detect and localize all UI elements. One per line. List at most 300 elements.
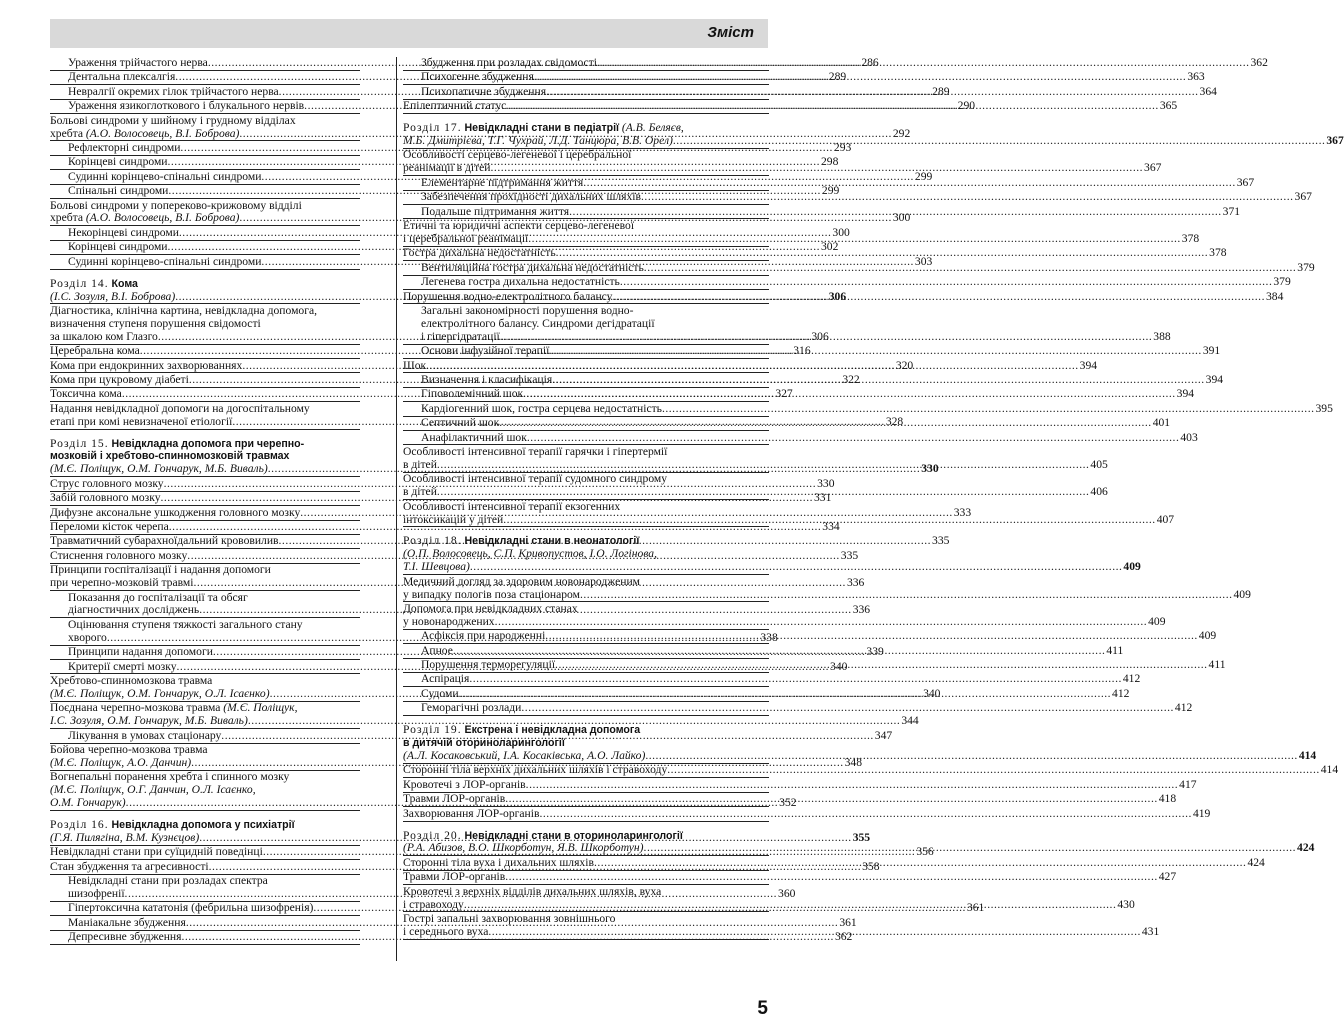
page-ref: 394 [1205,372,1224,386]
entry-title [50,535,279,548]
dot-leader [539,808,1192,821]
entry-text: Кома при ендокринних захворюваннях [50,358,243,372]
page-ref: 306 [811,329,829,343]
entry-text: Травми ЛОР-органів [403,870,506,884]
entry-text: Основи інфузійної терапії [421,344,550,358]
section-authors: Т.І. Шевцова) [403,560,470,574]
entry-text: Епілептичний статус [403,99,507,113]
entry-text: Асфіксія при народженні [421,629,546,643]
entry-title [421,702,521,715]
section-heading-line [50,278,360,291]
entry-title [68,730,221,743]
entry-text: Особливості інтенсивної терапії гарячки і гіпертермії [403,444,668,458]
page-ref: 411 [1106,643,1124,657]
page-ref: 403 [1180,430,1198,444]
entry-title [403,360,426,373]
entry-text: Больові синдроми у шийному і грудному відділах [50,113,296,127]
entry-title [50,388,122,401]
entry-title [50,507,300,520]
entry-title [68,661,177,674]
entry-title [421,206,569,219]
entry-title [421,331,500,344]
entry-authors: (А.О. Волосовець, В.І. Боброва) [83,211,240,225]
toc-entry [403,629,1217,644]
section-label: Розділ 20. [403,828,462,842]
dot-leader [555,659,1208,672]
entry-text: хребта [50,126,83,140]
page-ref: 424 [1247,855,1265,869]
page-ref: 364 [1199,84,1217,98]
toc-entry [403,672,1141,687]
page-ref: 378 [1209,246,1227,260]
dot-leader [491,162,1144,175]
entry-text: Гострі запальні захворювання зовнішнього [403,911,616,925]
dot-leader [549,345,1202,358]
entry-text: Церебральна кома [50,344,140,358]
entry-title [68,227,179,240]
entry-text: Дифузне аксональне ушкодження головного мозку [50,505,301,519]
page-ref: 340 [830,659,848,673]
section-label: Розділ 17. [403,121,462,135]
page-number: 5 [757,998,768,1019]
dot-leader [488,926,1141,939]
entry-text: Сторонні тіла вуха і дихальних шляхів [403,855,594,869]
section-authors: (Г.Я. Пилягіна, В.М. Кузнєцов) [50,830,200,844]
entry-title [68,931,181,944]
entry-title [421,659,555,672]
entry-title [68,241,168,254]
page-ref: 409 [1198,629,1217,643]
page-ref: 327 [775,387,793,401]
dot-leader [612,291,1265,304]
entry-text: Невідкладні стани при суїцидній поведінці [50,845,263,859]
page-ref: 379 [1273,275,1291,289]
entry-title [50,715,248,728]
entry-text: Гостра дихальна недостатність [403,246,556,260]
entry-text: Гіпертоксична кататонія (фебрильна шизофренія) [68,901,314,915]
page-ref: 336 [852,603,871,617]
section-title: Невідкладні стани в неонатології [464,535,640,548]
entry-title [421,262,644,275]
entry-text: Психопатичне збудження [421,84,547,98]
page-ref: 328 [885,414,904,428]
section-title-cont: в дитячій оториноларингології [403,737,565,750]
entry-text: Геморагічні розлади [421,701,522,715]
entry-title [50,492,161,505]
dot-leader [505,793,1158,806]
entry-title [50,861,209,874]
toc-entry [403,870,1177,885]
page-ref: 418 [1158,792,1177,806]
entry-title [50,374,189,387]
entry-title [50,331,158,344]
entry-title [421,688,459,701]
entry-title [68,171,261,184]
entry-text: Апное [421,643,453,657]
entry-text: у новонароджених [403,614,495,628]
entry-text: Вогнепальні поранення хребта і спинного мозку [50,770,290,784]
dot-leader [527,432,1180,445]
dot-leader [662,403,1315,416]
entry-text: етапі при комі невизначеної етіології [50,414,233,428]
entry-text: Особливості інтенсивної терапії судомного синдрому [403,472,668,486]
dot-leader [545,630,1198,643]
entry-text: Аспірація [421,672,470,686]
entry-text: Елементарне підтримання життя [421,175,584,189]
page-ref: 409 [1123,560,1141,574]
page-ref: 409 [1233,587,1251,601]
page-ref: 356 [916,845,934,859]
page-ref: 335 [932,534,950,548]
page-ref: 300 [892,211,911,225]
entry-text: Кровотечі з ЛОР-органів [403,777,526,791]
entry-title [68,142,180,155]
page-ref: 367 [1294,190,1312,204]
entry-title [403,162,491,175]
toc-entry [403,401,1333,417]
entry-text: Кома при цукровому діабеті [50,372,189,386]
entry-text: Рефлекторні синдроми [68,140,181,154]
entry-text: за шкалою ком Глазго [50,329,158,343]
entry-text: у випадку пологів поза стаціонаром [403,587,580,601]
page-ref: 388 [1153,329,1171,343]
page-ref: 361 [839,915,857,929]
entry-text: Бойова черепно-мозкова травма [50,743,208,756]
entry-title [421,417,499,430]
page-ref: 289 [828,70,847,84]
entry-title [68,646,213,659]
section-heading-line [403,724,769,737]
entry-text: Спінальні синдроми [68,184,169,198]
dot-leader [495,616,1148,629]
dot-leader [641,191,1294,204]
dot-leader [645,750,1298,763]
entry-text: Дентальна плексалгія [68,70,176,84]
entry-title [50,521,169,534]
dot-leader [437,459,1090,472]
page-ref: 412 [1112,686,1130,700]
page-ref: 367 [1236,175,1255,189]
entry-text: Загальні закономірності порушення водно- [421,303,634,317]
entry-title [50,550,187,563]
entry-title [421,432,527,445]
section-authors: (М.Є. Поліщук, О.М. Гончарук, М.Б. Виваль) [50,462,268,476]
entry-text: Збудження при розладах свідомості [421,56,597,69]
page-ref: 344 [901,714,919,728]
entry-text: Стиснення головного мозку [50,548,188,562]
entry-title [403,871,505,884]
page-ref: 409 [1148,614,1166,628]
toc-entry [403,614,1166,630]
entry-text: Септичний шок [421,416,500,430]
dot-leader [667,764,1320,777]
page-ref: 361 [966,901,985,915]
dot-leader [464,899,1117,912]
entry-title [50,688,270,701]
page-ref: 414 [1320,763,1339,777]
page-ref: 363 [1187,70,1205,84]
page-ref: 335 [840,548,859,562]
page-ref: 411 [1208,658,1226,672]
page-ref: 406 [1090,485,1108,499]
page-ref: 299 [821,184,840,198]
entry-title [421,86,546,99]
entry-text: Невідкладні стани при розладах спектра [68,874,268,888]
entry-title [421,276,620,289]
entry-text: Порушення терморегуляції [421,658,556,672]
page-ref: 431 [1141,924,1160,938]
toc-entry [50,714,919,729]
entry-title [68,100,304,113]
entry-text: Струс головного мозку [50,476,164,490]
entry-authors: (М.Є. Поліщук, А.О. Данчин) [50,755,192,769]
section-title: Невідкладні стани в педіатрії [464,122,620,135]
entry-text: Оцінювання ступеня тяжкості загального стану [68,617,303,631]
entry-text: при черепно-мозковій травмі [50,576,194,590]
dot-leader [499,414,1152,430]
section-label: Розділ 14. [50,276,109,290]
section-title: Екстрена і невідкладна допомога [464,724,641,737]
section-title: Невідкладна допомога у психіатрії [111,819,295,832]
entry-text: Корінцеві синдроми [68,155,168,169]
page-ref: 384 [1265,289,1284,303]
dot-leader [437,486,1090,499]
page-ref: 347 [874,728,893,742]
entry-text: Легенева гостра дихальна недостатність [421,275,620,289]
section-authors: (І.С. Зозуля, В.І. Боброва) [50,289,176,303]
toc-entry [403,430,1198,446]
entry-title [403,514,503,527]
section-label: Розділ 16. [50,818,109,832]
entry-title [68,57,208,70]
page-ref: 316 [793,344,811,358]
entry-text: Подальше підтримання життя [421,204,570,218]
page-title: Зміст [707,24,754,41]
dot-leader [556,247,1209,260]
page-ref: 367 [1144,161,1162,175]
entry-text: Гіповолемічний шок [421,387,524,401]
section-title: Невідкладна допомога при черепно- [111,437,305,450]
dot-leader [459,688,1112,701]
column-divider [396,57,397,961]
page-ref: 417 [1179,777,1197,791]
page-ref: 371 [1222,204,1241,218]
page-ref: 358 [862,859,880,873]
dot-leader [505,871,1158,884]
page-ref: 330 [921,462,939,476]
toc-entry [403,275,1291,290]
dot-leader [526,779,1179,792]
entry-title [403,857,594,870]
dot-leader [597,57,1250,70]
entry-title [68,888,125,901]
page-ref: 367 [1326,134,1344,148]
entry-title [403,247,556,260]
section-heading-line [50,438,360,451]
entry-text: Показання до госпіталізації та обсяг [68,590,248,604]
entry-text: Хребтово-спинномозкова травма [50,673,213,687]
entry-title [50,797,126,810]
page-ref: 412 [1174,701,1193,715]
entry-title [68,185,168,198]
section-authors: (А.В. Беляєв, [619,121,684,135]
entry-title [403,589,580,602]
entry-title [68,86,279,99]
entry-text: Судоми [421,686,459,700]
entry-text: діагностичних досліджень [68,603,200,617]
dot-leader [506,100,1159,113]
page-ref: 322 [842,372,860,386]
page-ref: 405 [1090,457,1108,471]
page-ref: 407 [1156,512,1175,526]
page-ref: 292 [892,126,911,140]
page-ref: 355 [852,830,871,844]
entry-authors: (М.Є. Поліщук, О.Г. Данчин, О.Л. Ісаєнко, [50,783,256,797]
entry-text: Особливості інтенсивної терапії екзогенних [403,499,621,513]
entry-text: Надання невідкладної допомоги на догоспітальному [50,401,310,415]
entry-text: Забезпечення прохідності дихальних шляхів [421,190,642,204]
entry-title [421,673,469,686]
page-ref: 330 [817,476,835,490]
entry-text: Кровотечі з верхніх відділів дихальних шляхів, вуха [403,884,662,898]
dot-leader [470,561,1123,574]
page-ref: 333 [953,505,972,519]
section-entry [403,560,1141,575]
toc-entry [50,520,840,535]
entry-text: Лікування в умовах стаціонару [68,728,222,742]
entry-text: Токсична кома [50,387,122,401]
entry-text: Порушення водно-електролітного балансу [403,289,613,303]
entry-text: Невралгії окремих гілок трійчастого нерва [68,84,279,98]
entry-text: Ураження язикоглоткового і блукального нервів [68,99,305,113]
entry-title [50,478,164,491]
dot-leader [644,262,1297,275]
entry-title [50,416,232,429]
section-title: Невідкладні стани в оториноларингології [464,829,683,842]
dot-leader [453,645,1106,658]
entry-text: Принципи госпіталізації і надання допомоги [50,563,271,577]
dot-leader [503,514,1156,527]
entry-title [50,128,239,141]
section-label: Розділ 18. [403,534,462,548]
entry-text: Кардіогенний шок, гостра серцева недостатність [421,401,662,415]
entry-authors: І.С. Зозуля, О.М. Гончарук, М.Б. Виваль) [50,714,248,728]
toc-entry [403,701,1193,716]
section-authors: (Р.А. Абизов, В.О. Шкорботун, Я.В. Шкорботун) [403,841,644,855]
entry-text: Визначення і класифікація [421,372,553,386]
entry-title [68,917,186,930]
entry-text: Судинні корінцево-спінальні синдроми [68,254,262,268]
entry-text: Депресивне збудження [68,930,182,944]
dot-leader [580,589,1233,602]
toc-entry [403,763,1339,778]
entry-authors: О.М. Гончарук) [50,796,126,810]
entry-title [421,177,583,190]
entry-text: хворого [68,630,107,644]
page-ref: 300 [832,225,850,239]
entry-text: в дітей [403,485,437,499]
entry-title [421,645,453,658]
entry-text: Медичний догляд за здоровим новонародженим [403,574,641,588]
entry-title [50,577,193,590]
dot-leader [469,673,1122,686]
dot-leader [426,360,1079,373]
entry-text: і середнього вуха [403,924,489,938]
entry-title [403,486,437,499]
page-ref: 362 [834,930,853,944]
entry-text: Етичні та юридичні аспекти серцево-легеневої [403,218,635,232]
page-ref: 365 [1159,99,1178,113]
entry-text: Маніакальне збудження [68,915,186,929]
dot-leader [673,135,1326,148]
entry-text: інтоксикацій у дітей [403,512,504,526]
entry-title [403,779,526,792]
entry-text: хребта [50,211,83,225]
section-authors-cont: (О.П. Волосовець, С.П. Кривопустов, І.О. Логінова, [403,547,657,561]
entry-text: Переломи кісток черепа [50,520,169,533]
entry-text: Судинні корінцево-спінальні синдроми [68,169,262,183]
entry-text: в дітей [403,457,437,471]
entry-text: Забій головного мозку [50,491,161,505]
entry-text: Сторонні тіла верхніх дихальних шляхів і стравоходу [403,763,668,777]
entry-text: Захворювання ЛОР-органів [403,806,540,820]
entry-title [50,345,140,358]
entry-text: Больові синдроми у попереково-крижовому відділі [50,198,302,212]
entry-title [50,212,239,225]
entry-text: Корінцеві синдроми [68,240,168,254]
entry-title [403,100,506,113]
entry-text: Травматичний субарахноїдальний крововилив [50,534,279,548]
page-ref: 414 [1298,749,1317,762]
entry-title [68,71,175,84]
entry-title [68,156,168,169]
entry-title [421,71,534,84]
dot-leader [528,233,1181,246]
page-ref: 395 [1315,401,1333,415]
page-ref: 298 [821,155,839,169]
entry-text: Особливості серцево-легеневої і церебральної [403,148,632,162]
page-ref: 299 [914,169,933,183]
dot-leader [552,374,1205,387]
entry-title [403,616,495,629]
entry-text: Психогенне збудження [421,70,534,84]
dot-leader [546,86,1199,99]
dot-leader [583,177,1236,190]
entry-title [50,360,242,373]
page-ref: 286 [861,56,879,69]
entry-text: Допомога при невідкладних станах [403,601,578,615]
section-title-cont: мозковій і хребтово-спинномозковій травмах [50,450,290,463]
entry-text: шизофренії [68,887,125,901]
section-title: Кома [111,277,138,290]
entry-title [50,846,263,859]
entry-title [403,899,464,912]
entry-authors: (А.О. Волосовець, В.І. Боброва) [83,126,240,140]
page-ref: 427 [1158,870,1177,884]
toc-entry [403,587,1251,603]
entry-text: Діагностика, клінічна картина, невідкладна допомога, [50,303,318,317]
entry-text: Принципи надання допомоги [68,645,213,659]
section-label: Розділ 19. [403,723,462,737]
page-ref: 340 [923,686,941,700]
entry-title [50,757,191,770]
page-ref: 379 [1297,260,1315,274]
page-ref: 362 [1250,56,1268,69]
page-ref: 424 [1297,841,1315,855]
header-band [50,19,768,48]
page-ref: 394 [1079,358,1098,372]
page-ref: 293 [833,140,852,154]
